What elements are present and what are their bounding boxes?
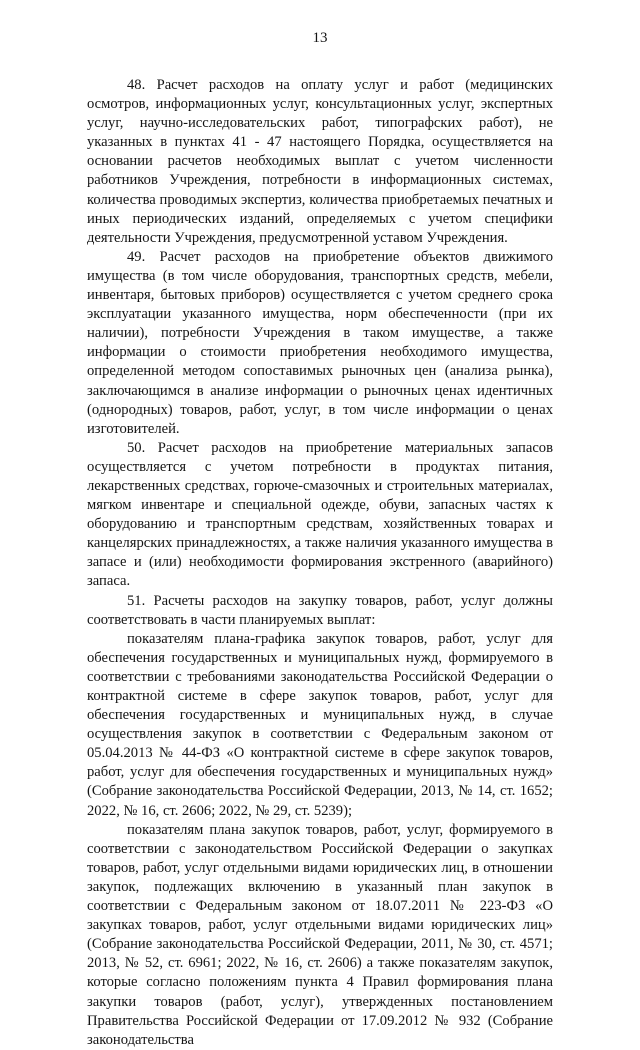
- paragraph-51: 51. Расчеты расходов на закупку товаров, работ, услуг должны соответствовать в части планируемых выплат:: [87, 592, 553, 628]
- paragraph-51-item-procurement-plan: показателям плана закупок товаров, работ, услуг, формируемого в соответствии с законодательством Российской Федерации о закупках товаров, работ, услуг отдельными видами юридических лиц, в отношении закупок, подлежащих включению в указанный план закупок в соответствии с Федеральным законом от 18.07.2011 № 223-ФЗ «О закупках товаров, работ, услуг отдельными видами юридических лиц» (Собрание законодательства Российской Федерации, 2011, № 30, ст. 4571; 2013, № 52, ст. 6961; 2022, № 16, ст. 2606) а также показателям закупок, которые согласно положениям пункта 4 Правил формирования плана закупки товаров (работ, услуг), утвержденных постановлением Правительства Российской Федерации от 17.09.2012 № 932 (Собрание законодательства: [87, 821, 553, 1048]
- paragraph-50: 50. Расчет расходов на приобретение материальных запасов осуществляется с учетом потребности в продуктах питания, лекарственных средствах, горюче-смазочных и строительных материалах, мягком инвентаре и специальной одежде, обуви, запасных частях к оборудованию и транспортным средствам, хозяйственных товарах и канцелярских принадлежностях, а также наличия указанного имущества в запасе и (или) необходимости формирования экстренного (аварийного) запаса.: [87, 439, 553, 590]
- paragraph-49: 49. Расчет расходов на приобретение объектов движимого имущества (в том числе оборудования, транспортных средств, мебели, инвентаря, бытовых приборов) осуществляется с учетом среднего срока эксплуатации указанного имущества, норм обеспеченности (при их наличии), потребности Учреждения в таком имуществе, а также информации о стоимости приобретения необходимого имущества, определенной методом сопоставимых рыночных цен (анализа рынка), заключающимся в анализе информации о рыночных ценах идентичных (однородных) товаров, работ, услуг, в том числе информации о ценах изготовителей.: [87, 248, 553, 437]
- paragraph-48: 48. Расчет расходов на оплату услуг и работ (медицинских осмотров, информационных услуг, консультационных услуг, экспертных услуг, научно-исследовательских работ, типографских работ), не указанных в пунктах 41 - 47 настоящего Порядка, осуществляется на основании расчетов необходимых выплат с учетом численности работников Учреждения, потребности в информационных системах, количества проводимых экспертиз, количества приобретаемых печатных и иных периодических изданий, определяемых с учетом специфики деятельности Учреждения, предусмотренной уставом Учреждения.: [87, 77, 553, 246]
- paragraph-51-item-plan-schedule: показателям плана-графика закупок товаров, работ, услуг для обеспечения государственных и муниципальных нужд, формируемого в соответствии с требованиями законодательства Российской Федерации о контрактной системе в сфере закупок товаров, работ, услуг для обеспечения государственных и муниципальных нужд, в случае осуществления закупок в соответствии с Федеральным законом от 05.04.2013 № 44-ФЗ «О контрактной системе в сфере закупок товаров, работ, услуг для обеспечения государственных и муниципальных нужд» (Собрание законодательства Российской Федерации, 2013, № 14, ст. 1652; 2022, № 16, ст. 2606; 2022, № 29, ст. 5239);: [87, 630, 553, 819]
- document-body: [87, 76, 553, 1050]
- page-number: 13: [312, 30, 328, 46]
